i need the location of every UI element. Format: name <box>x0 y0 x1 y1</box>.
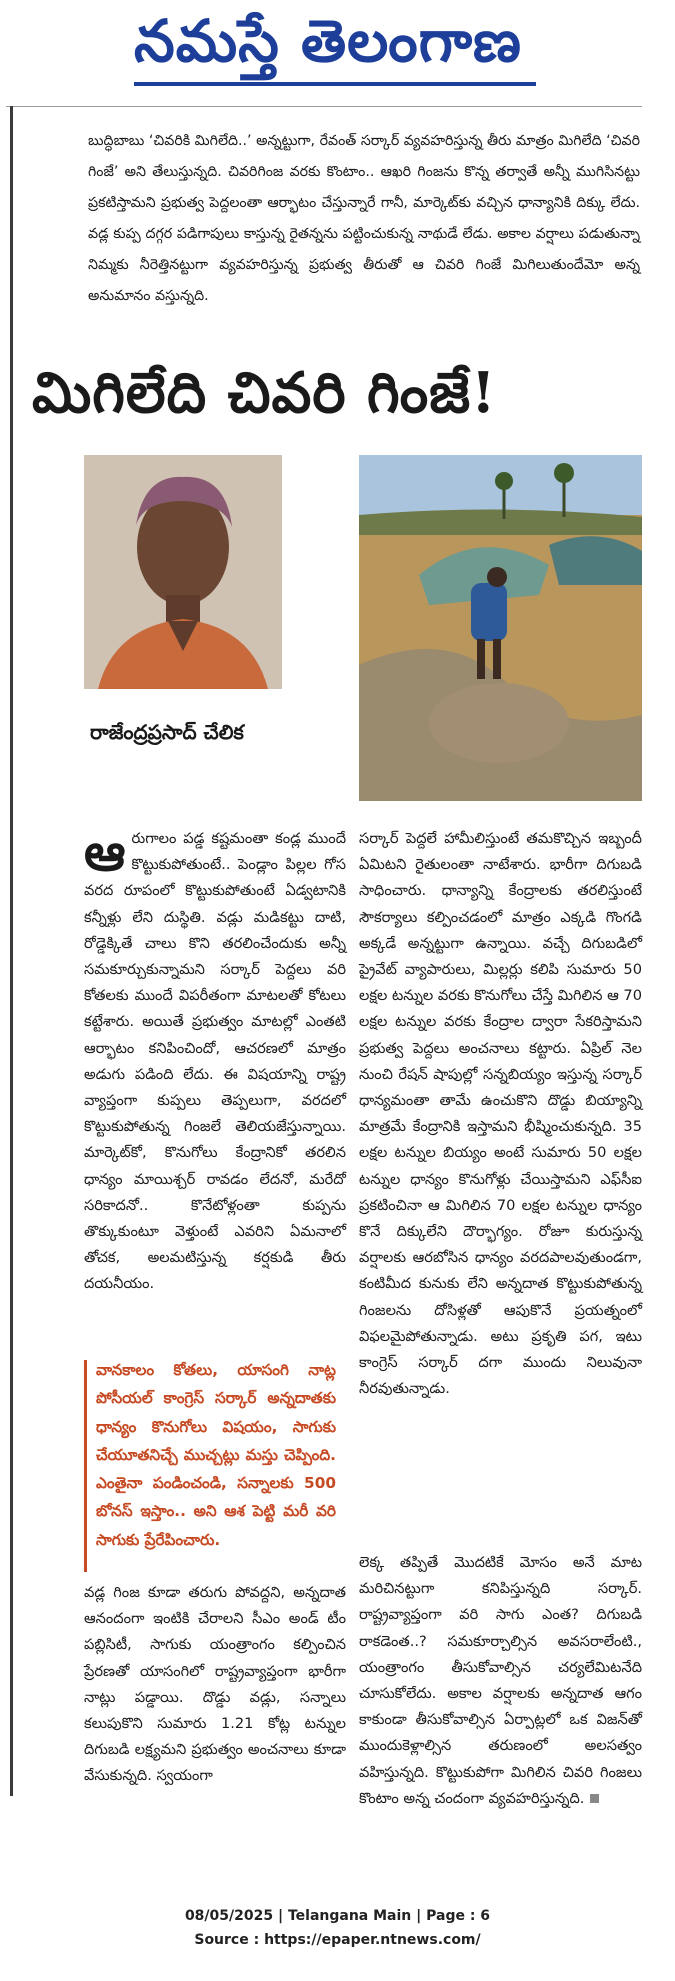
left-margin-bar <box>10 106 13 1796</box>
footer-date-line: 08/05/2025 | Telangana Main | Page : 6 <box>184 1908 491 1924</box>
headline: మిగిలేది చివరి గింజే! <box>32 360 497 426</box>
pullquote-bar <box>84 1360 87 1572</box>
masthead <box>0 0 675 105</box>
footer <box>0 1904 675 1952</box>
column-left-1 <box>84 823 346 1298</box>
column-left-1-text: రుగాలం పడ్డ కష్టమంతా కండ్ల ముందే కొట్టుకుపోతుంటే.. పెండ్లాం పిల్లల గోస వరద రూపంలో కొట్టుకుపోతుంటే ఏడ్వటానికి కన్నీళ్లు లేని దుస్థితి. వడ్లు మడికట్టు దాటి, రోడ్డెక్కితే చాలు కొని తరలించేందుకు అన్నీ సమకూర్చుకున్నామని సర్కార్ పెద్దలు వరి కోతలకు ముందే విపరీతంగా మాటలతో కోటలు కట్టేశారు. అయితే ప్రభుత్వం మాటల్లో ఎంతటి ఆర్భాటం కనిపించిందో, ఆచరణలో మాత్రం అడుగు పడింది లేదు. ఈ విషయాన్ని రాష్ట్ర వ్యాప్తంగా కుప్పలు తెప్పలుగా, వరదలో కొట్టుకుపోతున్న గింజలే తెలియజేస్తున్నాయి. మార్కెట్‌కో, కొనుగోలు కేంద్రానికో తరలిన ధాన్యం మాయిశ్చర్ రావడం లేదనో, మరేదో సరికాదనో.. కొనేటోళ్లంతా కుప్పను తొక్కుకుంటూ వెళ్తుంటే ఎవరిని ఏమనాలో తోచక, అలమటిస్తున్న కర్షకుడి తీరు దయనీయం. <box>84 830 346 1293</box>
drop-cap: ఆ <box>84 823 126 883</box>
end-mark <box>590 1794 599 1803</box>
author-portrait <box>84 455 282 689</box>
column-right-2 <box>359 1550 642 1812</box>
portrait-image <box>84 455 282 689</box>
column-right-1: సర్కార్ పెద్దలే హామీలిస్తుంటే తమకొచ్చిన ఇబ్బందీ ఏమిటని రైతులంతా నాటేశారు. భారీగా దిగుబడి సాధించారు. ధాన్యాన్ని కేంద్రాలకు తరలిస్తుంటే సౌకర్యాలు కల్పించడంలో మాత్రం ఎక్కడి గొంగడి అక్కడే అన్నట్టుగా ఉన్నాయి. వచ్చే దిగుబడిలో ప్రైవేట్ వ్యాపారులు, మిల్లర్లు కలిపి సుమారు 50 లక్షల టన్నుల వరకు కొనుగోలు చేస్తే మిగిలిన ఆ 70 లక్షల టన్నుల వరకు కేంద్రాల ద్వారా సేకరిస్తామని ప్రభుత్వ పెద్దలు అంచనాలు కట్టారు. ఏప్రిల్ నెల నుంచి రేషన్ షాపుల్లో సన్నబియ్యం ఇస్తున్న సర్కార్ ధాన్యమంతా తామే ఉంచుకొని దొడ్డు బియ్యాన్ని మాత్రమే కేంద్రానికి ఇస్తామని భీష్మించుకున్నది. 35 లక్షల టన్నుల బియ్యం అంటే సుమారు 50 లక్షల టన్నుల ధాన్యం కొనుగోళ్లు చేయిస్తామని ఎఫ్‌సీఐ ప్రకటించినా ఆ మిగిలిన 70 లక్షల టన్నుల ధాన్యం కొనే దిక్కులేని దౌర్భాగ్యం. రోజూ కురుస్తున్న వర్షాలకు ఆరబోసిన ధాన్యం వరదపాలవుతుండగా, కంటిమీద కునుకు లేని అన్నదాత కొట్టుకుపోతున్న గింజలను దోసిళ్లతో ఆపుకొనే ప్రయత్నంలో విఫలమైపోతున్నాడు. అటు ప్రకృతి పగ, ఇటు కాంగ్రెస్ సర్కార్ దగా ముందు నిలువునా నీరవుతున్నాడు. <box>359 830 642 1398</box>
byline: రాజేంద్రప్రసాద్ చేలిక <box>90 720 244 744</box>
masthead-title: నమస్తే తెలంగాణ <box>134 7 522 75</box>
footer-source-line[interactable]: Source : https://epaper.ntnews.com/ <box>194 1932 481 1948</box>
column-left-2: వడ్ల గింజ కూడా తరుగు పోవద్దని, అన్నదాత ఆనందంగా ఇంటికి చేరాలని సీఎం అండ్ టీం పబ్లిసిటీ, సాగుకు యంత్రాంగం కల్పించిన ప్రేరణతో యాసంగిలో రాష్ట్రవ్యాప్తంగా భారీగా నాట్లు పడ్డాయి. దొడ్డు వడ్లు, సన్నాలు కలుపుకొని సుమారు 1.21 కోట్ల టన్నుల దిగుబడి లక్ష్యమని ప్రభుత్వం అంచనాలు కూడా వేసుకున్నది. స్వయంగా <box>84 1584 346 1785</box>
masthead-underline <box>134 82 536 86</box>
pullquote: వానకాలం కోతలు, యాసంగి నాట్ల పోసీయల్ కాంగ్రెస్ సర్కార్ అన్నదాతకు ధాన్యం కొనుగోలు విషయం, సాగుకు చేయూతనిచ్చే ముచ్చట్లు మస్తు చెప్పింది. ఎంతైనా పండించండి, సన్నాలకు 500 బోనస్ ఇస్తాం.. అని ఆశ పెట్టి మరీ వరి సాగుకు ప్రేరేపించారు. <box>96 1361 336 1549</box>
intro-paragraph: బుద్ధిబాబు ‘చివరికి మిగిలేది..’ అన్నట్టుగా, రేవంత్ సర్కార్ వ్యవహరిస్తున్న తీరు మాత్రం మిగిలేది ‘చివరి గింజే’ అని తేలుస్తున్నది. చివరిగింజ వరకు కొంటాం.. ఆఖరి గింజను కొన్న తర్వాతే అన్నీ ముగిసినట్టు ప్రకటిస్తామని ప్రభుత్వ పెద్దలంతా ఆర్భాటం చేస్తున్నారే గానీ, మార్కెట్‌కు వచ్చిన ధాన్యానికి దిక్కు లేదు. వడ్ల కుప్ప దగ్గర పడిగాపులు కాస్తున్న రైతన్నను పట్టించుకున్న నాథుడే లేడు. అకాల వర్షాలు పడుతున్నా నిమ్మకు నీరెత్తినట్టుగా వ్యవహరిస్తున్న ప్రభుత్వ తీరుతో ఆ చివరి గింజే మిగిలుతుందేమో అన్న అనుమానం వస్తున్నది. <box>88 133 640 304</box>
column-right-2-text: లెక్క తప్పితే మొదటికే మోసం అనే మాట మరిచినట్టుగా కనిపిస్తున్నది సర్కార్. రాష్ట్రవ్యాప్తంగా వరి సాగు ఎంత? దిగుబడి రాకడెంత..? సమకూర్చాల్సిన అవసరాలేంటి., యంత్రాంగం తీసుకోవాల్సిన చర్యలేమిటనేది చూసుకోలేదు. అకాల వర్షాలకు అన్నదాత ఆగం కాకుండా తీసుకోవాల్సిన ఏర్పాట్లలో ఒక విజన్‌తో ముందుకెళ్లాల్సిన తరుణంలో అలసత్వం వహిస్తున్నది. కొట్టుకుపోగా మిగిలిన చివరి గింజలు కొంటాం అన్న చందంగా వ్యవహరిస్తున్నది. <box>359 1554 642 1807</box>
field-image <box>359 455 642 801</box>
page-top-rule <box>6 106 642 107</box>
field-photo <box>359 455 642 801</box>
